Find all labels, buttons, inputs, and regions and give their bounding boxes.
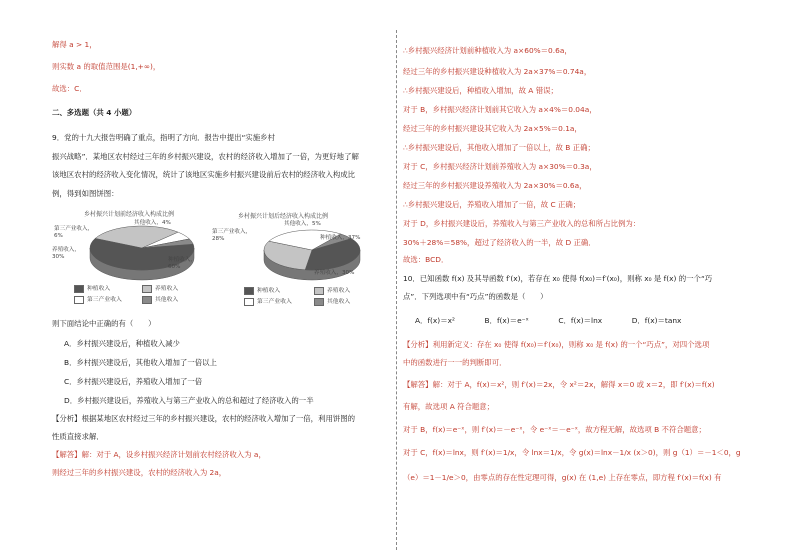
question-stem: 则下面结论中正确的有（ ） [52,319,156,328]
text-line: 振兴战略”．某地区农村经过三年的乡村振兴建设，农村的经济收入增加了一倍，为更好地了解 [52,152,359,161]
analysis-line: 中的函数进行一一的判断即可． [403,358,507,367]
solution-line: ∴乡村振兴建设后，其他收入增加了一倍以上，故 B 正确； [403,143,595,152]
solution-line: 对于 C，乡村振兴经济计划前养殖收入为 a×30%＝0.3a， [403,162,597,171]
question-10-stem: 10．已知函数 f(x) 及其导函数 f′(x)，若存在 x₀ 使得 f(x₀)＝f′(x₀)，则称 x₀ 是 f(x) 的一个“巧 [403,274,713,283]
legend-swatch-tertiary [74,296,84,304]
solution-line: 对于 B，乡村振兴经济计划前其它收入为 a×4%＝0.04a， [403,105,597,114]
right-column [403,0,763,560]
solution-line: ∴乡村振兴建设后，养殖收入增加了一倍，故 C 正确； [403,200,581,209]
solution-line: 故选：BCD． [403,255,449,264]
solution-line: 经过三年的乡村振兴建设种植收入为 2a×37%＝0.74a， [403,67,592,76]
text-line: 故选：C． [52,84,87,93]
pie-2-title: 乡村振兴计划后经济收入构成比例 [238,213,329,220]
legend-swatch-breeding [142,285,152,293]
solution-line: 经过三年的乡村振兴建设其它收入为 2a×5%＝0.1a， [403,124,582,133]
pie-1-label-planting: 种植收入，60% [168,257,196,270]
legend-item-breeding: 养殖收入 [142,283,178,293]
solution-line: 对于 D，乡村振兴建设后，养殖收入与第三产业收入的总和所占比例为： [403,219,641,228]
option-b: B．乡村振兴建设后，其他收入增加了一倍以上 [64,358,217,367]
question-10-options: A．f(x)＝x² B．f(x)＝e⁻ˣ C．f(x)＝lnx D．f(x)＝tanx [415,316,682,325]
solution-line: 【解答】解：对于 A，f(x)＝x²，则 f′(x)＝2x，令 x²＝2x，解得 x＝0 或 x＝2，即 f′(x)＝f(x) [403,380,715,389]
legend-2-item-other: 其他收入 [314,296,350,306]
pie-1-chart [82,218,202,286]
section-heading: 二、多选题（共 4 小题） [52,108,137,117]
solution-line: ∴乡村振兴经济计划前种植收入为 a×60%＝0.6a， [403,46,572,55]
analysis-line: 【分析】根据某地区农村经过三年的乡村振兴建设，农村的经济收入增加了一倍，利用饼图的 [52,414,356,423]
legend-swatch-planting [74,285,84,293]
analysis-line: 性质直接求解． [52,432,104,441]
legend-swatch-breeding [314,287,324,295]
pie-1-title: 乡村振兴计划前经济收入构成比例 [84,211,175,218]
text-line: 解得 a > 1， [52,40,97,49]
pie-1-label-breeding: 养殖收入，30% [52,247,80,260]
question-10-stem: 点”．下列选项中有“巧点”的函数是（ ） [403,292,548,301]
pie-2-label-planting: 种植收入，37% [320,235,361,241]
legend-item-other: 其他收入 [142,294,178,304]
text-line: 例，得到如图饼图： [52,189,119,198]
solution-line: 30%＋28%＝58%，超过了经济收入的一半，故 D 正确． [403,238,596,247]
legend-swatch-other [314,298,324,306]
column-divider [396,30,397,550]
solution-line: 对于 C，f(x)＝lnx，则 f′(x)＝1/x，令 lnx＝1/x，令 g(x)＝lnx－1/x (x＞0)，则 g（1）＝－1＜0，g [403,448,741,457]
option-a: A．乡村振兴建设后，种植收入减少 [64,339,180,348]
legend-swatch-other [142,296,152,304]
solution-line: 有解，故选项 A 符合题意； [403,402,495,411]
legend-swatch-planting [244,287,254,295]
pie-2-label-tertiary: 第三产业收入，28% [212,229,252,242]
solution-line: 对于 B，f(x)＝e⁻ˣ，则 f′(x)＝－e⁻ˣ，令 e⁻ˣ＝－e⁻ˣ，故方程无解，故选项 B 不符合题意； [403,425,706,434]
text-line: 则实数 a 的取值范围是(1,+∞)， [52,62,161,71]
solution-line: 经过三年的乡村振兴建设养殖收入为 2a×30%＝0.6a， [403,181,587,190]
option-d: D．乡村振兴建设后，养殖收入与第三产业收入的总和超过了经济收入的一半 [64,396,314,405]
legend-swatch-tertiary [244,298,254,306]
text-line: 该地区农村的经济收入变化情况，统计了该地区实施乡村振兴建设前后农村的经济收入构成比 [52,170,356,179]
legend-2-item-planting: 种植收入 [244,285,280,295]
pie-2-label-breeding: 养殖收入，30% [314,270,355,276]
pie-2-label-other: 其他收入，5% [284,221,321,227]
analysis-line: 【分析】利用新定义：存在 x₀ 使得 f(x₀)＝f′(x₀)，则称 x₀ 是 f(x) 的一个“巧点”，对四个选项 [403,340,710,349]
legend-item-tertiary: 第三产业收入 [74,294,122,304]
solution-line: ∴乡村振兴建设后，种植收入增加，故 A 错误； [403,86,558,95]
legend-item-planting: 种植收入 [74,283,110,293]
left-column [52,0,392,560]
pie-1-label-other: 其他收入，4% [134,220,171,226]
legend-2-item-breeding: 养殖收入 [314,285,350,295]
solution-line: 则经过三年的乡村振兴建设，农村的经济收入为 2a， [52,468,227,477]
solution-line: 【解答】解：对于 A，设乡村振兴经济计划前农村经济收入为 a， [52,450,266,459]
text-line: 9．党的十九大报告明确了重点，指明了方向．报告中提出“实施乡村 [52,133,275,142]
option-c: C．乡村振兴建设后，养殖收入增加了一倍 [64,377,203,386]
pie-1-label-tertiary: 第三产业收入，6% [54,226,94,239]
solution-line: （e）＝1－1/e＞0，由零点的存在性定理可得，g(x) 在 (1,e) 上存在零点，即方程 f′(x)＝f(x) 有 [403,473,722,482]
legend-2-item-tertiary: 第三产业收入 [244,296,292,306]
